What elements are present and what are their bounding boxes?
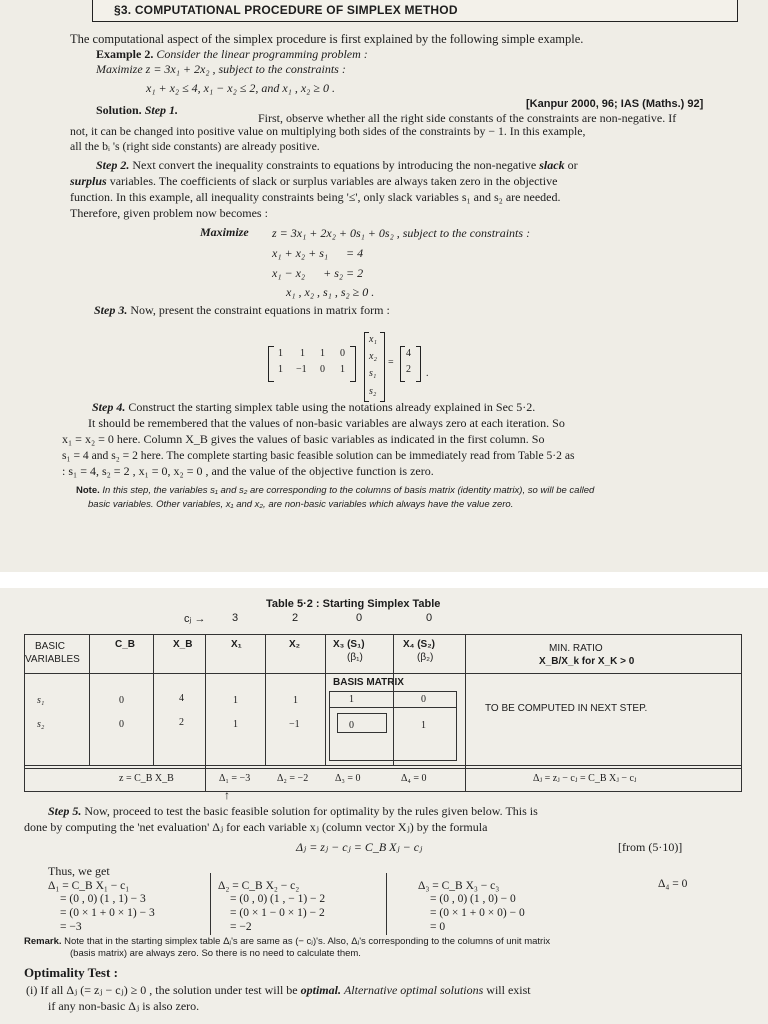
step1-line1 [96, 103, 178, 118]
step2-line2 [70, 174, 557, 189]
step5-text-1: Now, proceed to test the basic feasible solution for optimality by the rules given below. This is [84, 804, 538, 818]
step2-text-3: function. In this example, all inequality constraints being '≤', only slack variables s₁ and s₂ are needed. [70, 190, 561, 204]
calc3-line2: = (0 , 0) (1 , 0) − 0 [430, 893, 516, 905]
entering-arrow: ↑ [224, 788, 230, 802]
remark-text-1: Note that in the starting simplex table Δⱼ's are same as (− cⱼ)'s. Also, Δⱼ's corresponding to the columns of unit matrix [64, 936, 551, 947]
calc4: Δ₄ = 0 [658, 878, 688, 890]
step2-slack: slack [539, 158, 565, 172]
section-title: §3. COMPUTATIONAL PROCEDURE OF SIMPLEX METHOD [114, 3, 458, 17]
row1-x3: 1 [349, 694, 354, 705]
row1-xb: 4 [179, 693, 184, 704]
rhs-1: 4 [406, 348, 411, 359]
rhs-bracket-right [416, 346, 421, 382]
hdr-x4: X₄ (S₂) [403, 639, 435, 650]
step3-line [94, 303, 390, 318]
m-r2c2: −1 [296, 364, 307, 375]
row2-x4: 1 [421, 720, 426, 731]
maximize-line: Maximize z = 3x₁ + 2x₂ , subject to the constraints : [96, 62, 346, 76]
thus-text: Thus, we get [48, 864, 110, 878]
hdr-x3: X₃ (S₁) [333, 639, 365, 650]
calc2-line1: Δ₂ = C_B X₂ − c₂ [218, 880, 300, 892]
row2-x1: 1 [233, 719, 238, 730]
step5-label: Step 5. [48, 804, 82, 818]
hdr-min-ratio-2: X_B/X_k for X_K > 0 [539, 656, 635, 667]
note-text-2: basic variables. Other variables, x₁ and x₂, are non-basic variables which always have the value zero. [88, 499, 514, 510]
eq-constraint-1: x₁ + x₂ + s₁ = 4 [272, 246, 364, 260]
m-r2c3: 0 [320, 364, 325, 375]
step4-text-2: It should be remembered that the values of non-basic variables are always zero at each iteration. So [88, 416, 565, 430]
hdr-min-ratio-1: MIN. RATIO [549, 643, 603, 654]
formula-ref: [from (5·10)] [618, 840, 683, 854]
eq-nonnegativity: x₁ , x₂ , s₁ , s₂ ≥ 0 . [286, 285, 375, 299]
page-gap [0, 572, 768, 588]
m-r1c2: 1 [300, 348, 305, 359]
delta-2: Δ₂ = −2 [277, 773, 309, 784]
step4-text-3: x₁ = x₂ = 0 here. Column X_B gives the values of basic variables as indicated in the first column. So [62, 432, 545, 446]
row1-x2: 1 [293, 695, 298, 706]
m-r2c4: 1 [340, 364, 345, 375]
delta-4: Δ₄ = 0 [401, 773, 427, 784]
row2-x3: 0 [349, 720, 354, 731]
matrix-bracket-left [268, 346, 274, 382]
step2-text-1: Next convert the inequality constraints to equations by introducing the non-negative [132, 158, 537, 172]
m-r2c1: 1 [278, 364, 283, 375]
calc3-line4: = 0 [430, 921, 446, 933]
hdr-basic-2: VARIABLES [25, 654, 80, 665]
step4-text-1: Construct the starting simplex table using the notations already explained in Sec 5·2. [128, 400, 536, 414]
delta-formula: Δⱼ = zⱼ − cⱼ = C_B Xⱼ − cⱼ [296, 840, 423, 854]
hdr-cb: C_B [115, 639, 136, 650]
step5-line1 [48, 804, 538, 819]
calc1-line3: = (0 × 1 + 0 × 1) − 3 [60, 907, 155, 919]
calc1-line4: = −3 [60, 921, 82, 933]
hdr-x1: X₁ [231, 639, 242, 650]
delta-3: Δ₃ = 0 [335, 773, 361, 784]
hdr-x4-beta: (β₂) [417, 652, 434, 663]
rhs-2: 2 [406, 364, 411, 375]
opt1-suffix: will exist [486, 983, 531, 997]
matrix-equals: = [388, 357, 394, 368]
eq-constraint-2: x₁ − x₂ + s₂ = 2 [272, 266, 364, 280]
row2-xb: 2 [179, 717, 184, 728]
calc3-line3: = (0 × 1 + 0 × 0) − 0 [430, 907, 525, 919]
m-r1c4: 0 [340, 348, 345, 359]
step2-or: or [567, 158, 578, 172]
calc1-line1: Δ₁ = C_B X₁ − c₁ [48, 880, 130, 892]
row1-x4: 0 [421, 694, 426, 705]
constraint-matrix: 1 1 1 0 1 −1 0 1 x₁ x₂ s₁ s₂ = 4 2 . [268, 332, 448, 404]
eq-objective: z = 3x₁ + 2x₂ + 0s₁ + 0s₂ , subject to the constraints : [272, 226, 531, 240]
step3-label: Step 3. [94, 303, 128, 317]
row1-x1: 1 [233, 695, 238, 706]
step1-text-3: all the bᵢ 's (right side constants) are already positive. [70, 139, 320, 153]
step2-label: Step 2. [96, 158, 130, 172]
step2-text-2: variables. The coefficients of slack or surplus variables are always taken zero in the objective [109, 174, 558, 188]
remark-label: Remark. [24, 936, 62, 947]
step2-text-4: Therefore, given problem now becomes : [70, 206, 268, 220]
v-s1: s₁ [369, 368, 377, 379]
table-title: Table 5·2 : Starting Simplex Table [266, 598, 441, 610]
step1-text-2: not, it can be changed into positive value on multiplying both sides of the constraints by − 1. In this example, [70, 124, 586, 138]
opt1-line1 [26, 983, 531, 998]
step2-line1 [96, 158, 578, 173]
step4-line1 [92, 400, 535, 415]
step4-text-5: : s₁ = 4, s₂ = 2 , x₁ = 0, x₂ = 0 , and the value of the objective function is zero. [62, 464, 434, 478]
m-r1c1: 1 [278, 348, 283, 359]
m-r1c3: 1 [320, 348, 325, 359]
calc2-line4: = −2 [230, 921, 252, 933]
row2-x2: −1 [289, 719, 300, 730]
v-x2: x₂ [369, 351, 377, 362]
row2-cb: 0 [119, 719, 124, 730]
to-be-computed: TO BE COMPUTED IN NEXT STEP. [485, 703, 648, 714]
opt1-alt: Alternative optimal solutions [343, 983, 484, 997]
basis-matrix-label: BASIS MATRIX [333, 677, 404, 688]
calc2-line3: = (0 × 1 − 0 × 1) − 2 [230, 907, 325, 919]
note-line1 [76, 483, 594, 498]
example-label: Example 2. [96, 47, 154, 61]
eq-maximize-label: Maximize [200, 225, 249, 239]
constraints-line: x₁ + x₂ ≤ 4, x₁ − x₂ ≤ 2, and x₁ , x₂ ≥ 0 . [146, 81, 335, 95]
note-text-1: In this step, the variables s₁ and s₂ are corresponding to the columns of basis matrix (identity matrix), so will be called [102, 485, 595, 496]
cj-value-3: 0 [356, 612, 363, 624]
remark-text-2: (basis matrix) are always zero. So there is no need to calculate them. [70, 948, 361, 959]
row1-basic: s₁ [37, 695, 45, 706]
opt1-line2: if any non-basic Δⱼ is also zero. [48, 999, 200, 1013]
calc3-line1: Δ₃ = C_B X₃ − c₃ [418, 880, 500, 892]
cj-value-1: 3 [232, 612, 239, 624]
cj-value-2: 2 [292, 612, 299, 624]
example-text: Consider the linear programming problem : [156, 47, 368, 61]
delta-1: Δ₁ = −3 [219, 773, 251, 784]
cj-label: cⱼ → [184, 613, 206, 625]
example-line [96, 47, 368, 62]
v-s2: s₂ [369, 386, 377, 397]
matrix-bracket-right [350, 346, 356, 382]
opt1-optimal: optimal. [300, 983, 341, 997]
note-label: Note. [76, 485, 100, 496]
z-label: z = C_B X_B [119, 773, 174, 784]
step1-label: Step 1. [144, 103, 179, 117]
calc1-line2: = (0 , 0) (1 , 1) − 3 [60, 893, 146, 905]
solution-label: Solution. [96, 103, 142, 117]
rhs-bracket-left [400, 346, 405, 382]
hdr-xb: X_B [173, 639, 193, 650]
vector-bracket-right [380, 332, 385, 402]
cj-value-4: 0 [426, 612, 433, 624]
intro-text: The computational aspect of the simplex procedure is first explained by the following simple example. [70, 32, 584, 46]
hdr-x3-beta: (β₁) [347, 652, 363, 663]
delta-formula-table: Δⱼ = zⱼ − cⱼ = C_B Xⱼ − cⱼ [533, 773, 637, 784]
calc2-line2: = (0 , 0) (1 , − 1) − 2 [230, 893, 326, 905]
hdr-x2: X₂ [289, 639, 301, 650]
row2-basic: s₂ [37, 719, 45, 730]
simplex-table [24, 634, 742, 792]
reference: [Kanpur 2000, 96; IAS (Maths.) 92] [526, 98, 704, 110]
step1-text-1: First, observe whether all the right side constants of the constraints are non-negative. If [258, 111, 677, 125]
page-bottom [0, 588, 768, 1024]
step4-label: Step 4. [92, 400, 126, 414]
opt1-prefix: (i) If all Δⱼ (= zⱼ − cⱼ) ≥ 0 , the solution under test will be [26, 983, 298, 997]
step5-text-2: done by computing the 'net evaluation' Δⱼ for each variable xⱼ (column vector Xⱼ) by the formula [24, 820, 488, 834]
hdr-basic-1: BASIC [35, 641, 66, 652]
step2-surplus: surplus [70, 174, 107, 188]
v-x1: x₁ [369, 334, 377, 345]
step3-text: Now, present the constraint equations in matrix form : [130, 303, 390, 317]
optimality-title: Optimality Test : [24, 965, 118, 980]
basis-inner-box [337, 713, 387, 733]
row1-cb: 0 [119, 695, 124, 706]
step4-text-4: s₁ = 4 and s₂ = 2 here. The complete starting basic feasible solution can be immediately read from Table 5·2 as [62, 449, 575, 462]
